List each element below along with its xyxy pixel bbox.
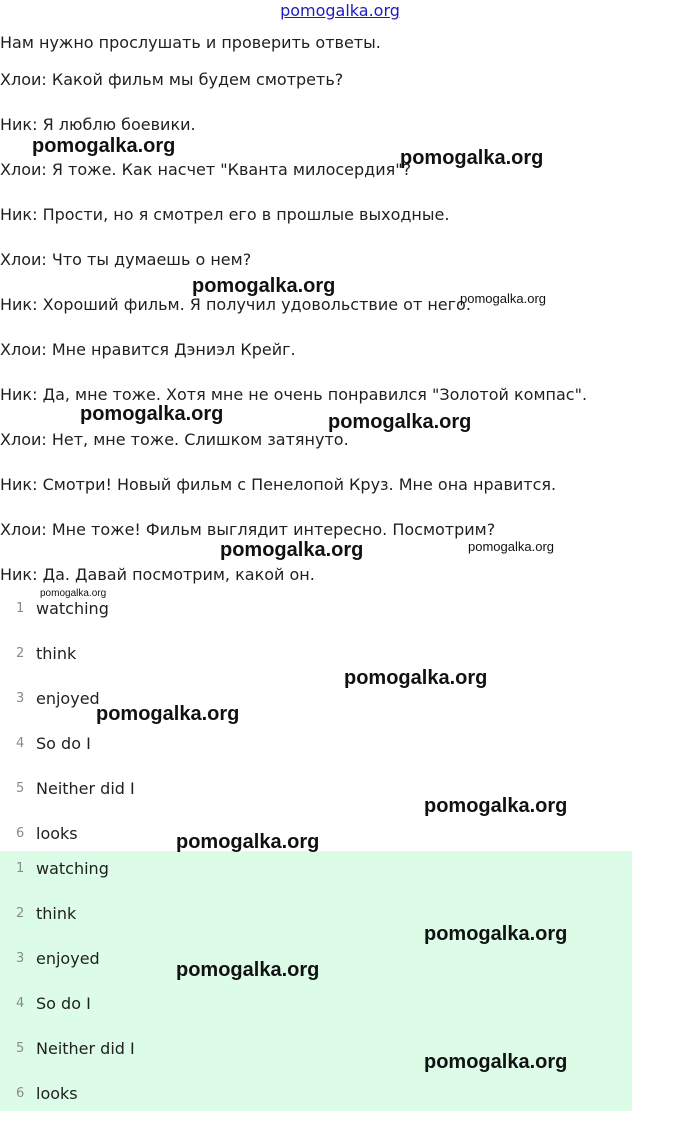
- dialogue-line: Хлои: Я тоже. Как насчет "Кванта милосердия"?: [0, 160, 412, 179]
- answer-text: looks: [36, 824, 78, 843]
- site-link[interactable]: pomogalka.org: [280, 1, 400, 20]
- item-number: 1: [16, 861, 25, 876]
- dialogue-line: Хлои: Мне нравится Дэниэл Крейг.: [0, 340, 296, 359]
- dialogue-line: Ник: Да. Давай посмотрим, какой он.: [0, 565, 315, 584]
- watermark: pomogalka.org: [192, 275, 336, 297]
- watermark: pomogalka.org: [96, 703, 240, 725]
- watermark: pomogalka.org: [424, 1051, 568, 1073]
- list-item: [0, 733, 600, 778]
- item-number: 2: [16, 906, 25, 921]
- dialogue-line: Ник: Хороший фильм. Я получил удовольствие от него.: [0, 295, 471, 314]
- item-number: 1: [16, 601, 25, 616]
- watermark: pomogalka.org: [176, 831, 320, 853]
- list-item: [0, 1083, 600, 1128]
- dialogue-line: Ник: Я люблю боевики.: [0, 115, 196, 134]
- answer-text: think: [36, 904, 77, 923]
- dialogue-line: Ник: Да, мне тоже. Хотя мне не очень понравился "Золотой компас".: [0, 385, 588, 404]
- watermark: pomogalka.org: [468, 539, 554, 554]
- item-number: 5: [16, 1041, 25, 1056]
- list-item: [0, 688, 600, 733]
- watermark: pomogalka.org: [400, 147, 544, 169]
- watermark: pomogalka.org: [32, 135, 176, 157]
- answer-text: looks: [36, 1084, 78, 1103]
- list-item: [0, 858, 600, 903]
- watermark: pomogalka.org: [460, 291, 546, 306]
- intro-text: Нам нужно прослушать и проверить ответы.: [0, 33, 381, 52]
- answer-text: watching: [36, 859, 109, 878]
- item-number: 2: [16, 646, 25, 661]
- item-number: 5: [16, 781, 25, 796]
- watermark: pomogalka.org: [424, 923, 568, 945]
- list-item: [0, 643, 600, 688]
- dialogue-line: Хлои: Какой фильм мы будем смотреть?: [0, 70, 344, 89]
- item-number: 6: [16, 1086, 25, 1101]
- item-number: 3: [16, 691, 25, 706]
- item-number: 6: [16, 826, 25, 841]
- answer-text: enjoyed: [36, 949, 100, 968]
- watermark: pomogalka.org: [80, 403, 224, 425]
- answer-text: So do I: [36, 734, 91, 753]
- dialogue-line: Хлои: Что ты думаешь о нем?: [0, 250, 252, 269]
- answer-text: think: [36, 644, 77, 663]
- dialogue-line: Хлои: Мне тоже! Фильм выглядит интересно. Посмотрим?: [0, 520, 496, 539]
- answer-text: Neither did I: [36, 779, 135, 798]
- answer-text: Neither did I: [36, 1039, 135, 1058]
- answer-text: enjoyed: [36, 689, 100, 708]
- item-number: 4: [16, 996, 25, 1011]
- list-item: [0, 993, 600, 1038]
- dialogue-line: Ник: Прости, но я смотрел его в прошлые выходные.: [0, 205, 450, 224]
- answer-text: So do I: [36, 994, 91, 1013]
- watermark: pomogalka.org: [344, 667, 488, 689]
- answer-text: watching: [36, 599, 109, 618]
- watermark: pomogalka.org: [40, 588, 107, 599]
- watermark: pomogalka.org: [328, 411, 472, 433]
- watermark: pomogalka.org: [176, 959, 320, 981]
- item-number: 3: [16, 951, 25, 966]
- dialogue-line: Ник: Смотри! Новый фильм с Пенелопой Круз. Мне она нравится.: [0, 475, 557, 494]
- item-number: 4: [16, 736, 25, 751]
- dialogue-line: Хлои: Нет, мне тоже. Слишком затянуто.: [0, 430, 349, 449]
- watermark: pomogalka.org: [424, 795, 568, 817]
- watermark: pomogalka.org: [220, 539, 364, 561]
- list-item: [0, 598, 600, 643]
